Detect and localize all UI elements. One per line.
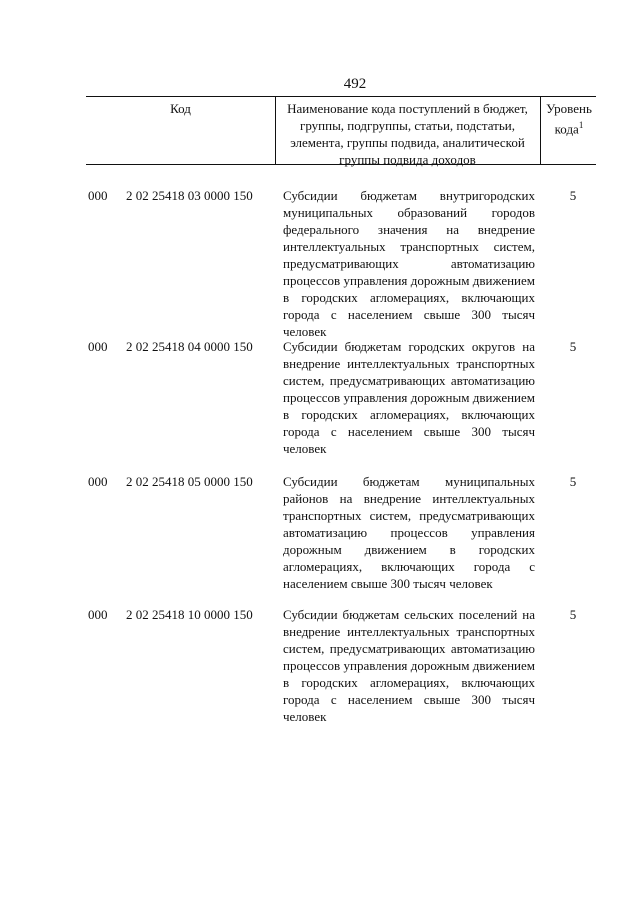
row-name: Субсидии бюджетам городских округов на внедрение интеллектуальных транспортных систем, предусматривающих автоматизацию процессов управления дорожным движением в городских агломерациях, включающих города с населением свыше 300 тысяч человек	[283, 339, 535, 456]
row-level: 5	[569, 474, 577, 489]
row-group-code: 000	[88, 188, 108, 203]
table-header-top-rule	[86, 96, 596, 97]
row-income-code: 2 02 25418 03 0000 150	[126, 188, 253, 203]
row-level: 5	[569, 188, 577, 203]
column-header-level-label: Уровень кода	[546, 101, 592, 137]
footnote-marker: 1	[578, 120, 584, 130]
row-income-code: 2 02 25418 10 0000 150	[126, 607, 253, 622]
table-header-divider	[540, 96, 541, 164]
page-number: 492	[343, 76, 367, 92]
row-name: Субсидии бюджетам муниципальных районов на внедрение интеллектуальных транспортных систем, предусматривающих автоматизацию процессов управления дорожным движением в городских агломерациях, включающих города с населением свыше 300 тысяч человек	[283, 474, 535, 591]
column-header-name: Наименование кода поступлений в бюджет, группы, подгруппы, статьи, подстатьи, элемента, группы подвида, аналитической группы подвида доходов	[287, 101, 528, 167]
row-income-code: 2 02 25418 04 0000 150	[126, 339, 253, 354]
column-header-code: Код	[170, 101, 191, 116]
table-header-divider	[275, 96, 276, 164]
row-level: 5	[569, 339, 577, 354]
row-name: Субсидии бюджетам сельских поселений на внедрение интеллектуальных транспортных систем, предусматривающих автоматизацию процессов управления дорожным движением в городских агломерациях, включающих города с населением свыше 300 тысяч человек	[283, 607, 535, 724]
row-income-code: 2 02 25418 05 0000 150	[126, 474, 253, 489]
row-group-code: 000	[88, 474, 108, 489]
row-level: 5	[569, 607, 577, 622]
column-header-level	[542, 100, 596, 137]
row-group-code: 000	[88, 339, 108, 354]
row-group-code: 000	[88, 607, 108, 622]
row-name: Субсидии бюджетам внутригородских муниципальных образований городов федерального значения на внедрение интеллектуальных транспортных систем, предусматривающих автоматизацию процессов управления дорожным движением в городских агломерациях, включающих города с населением свыше 300 тысяч человек	[283, 188, 535, 339]
